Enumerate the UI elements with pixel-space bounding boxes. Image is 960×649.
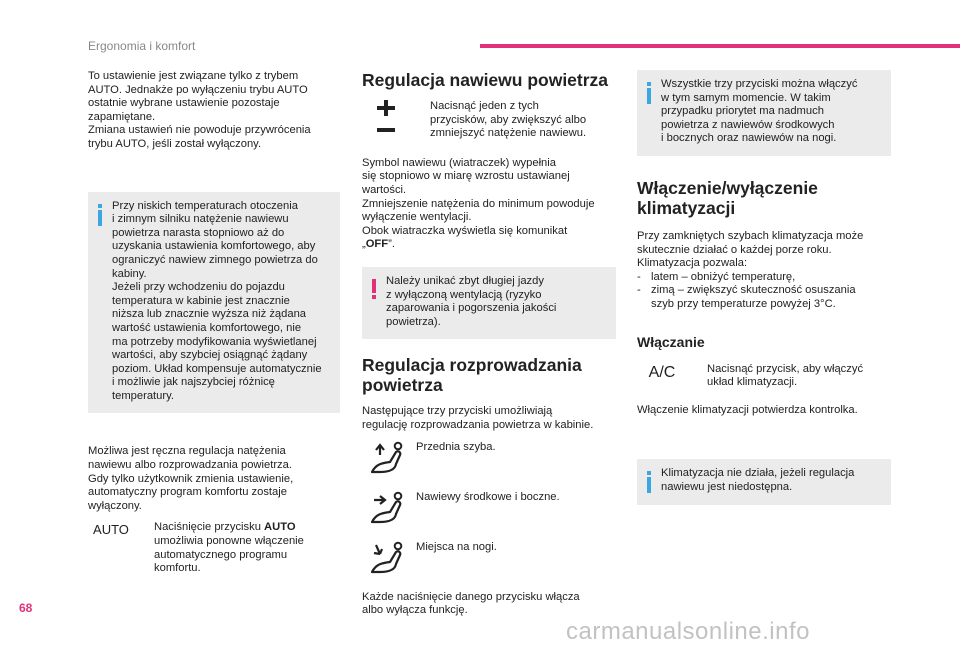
footwell-label: Miejsca na nogi.	[416, 540, 497, 553]
info-box-ac-unavailable	[637, 459, 891, 504]
info-box-three-buttons	[637, 70, 891, 156]
header-accent-bar	[480, 44, 960, 48]
info-text: Przy niskich temperaturach otoczenia i zimnym silniku natężenie nawiewu powietrza narasta stopniowo aż do uzyskania ustawienia komfortowego, aby ograniczyć nawiew zimnego powietrza do kabiny. Jeżeli przy wchodzeniu do pojazdu temperatura w kabinie jest znacznie niższa lub znacznie wyższa niż żądana wartość ustawienia komfortowego, nie ma potrzeby modyfikowania wyświetlanej wartości, aby szybciej osiągnąć żądany poziom. Układ kompensuje automatycznie i możliwie jak najszybciej różnicę temperatury.	[112, 199, 322, 402]
ac-item	[637, 363, 891, 390]
column-left	[88, 70, 340, 576]
windscreen-airflow-icon	[362, 441, 414, 475]
ac-confirm-text: Włączenie klimatyzacji potwierdza kontrolka.	[637, 403, 858, 416]
ac-item-text: Nacisnąć przycisk, aby włączyć układ klimatyzacji.	[707, 362, 864, 389]
footwell-item	[362, 541, 616, 587]
ac-button-icon: A/C	[648, 363, 676, 381]
manual-paragraph: Możliwa jest ręczna regulacja natężenia nawiewu albo rozprowadzania powietrza. Gdy tylko użytkownik zmienia ustawienie, automatyczny program komfortu zostaje wyłączony.	[88, 445, 294, 512]
watermark: carmanualsonline.info	[566, 618, 810, 645]
info-icon	[98, 204, 102, 226]
footwell-airflow-icon	[362, 541, 414, 575]
list-item: - zimą – zwiększyć skuteczność osuszania szyb przy temperaturze powyżej 3°C.	[637, 284, 856, 310]
distribution-outro: Każde naciśnięcie danego przycisku włącza albo wyłącza funkcję.	[362, 590, 580, 617]
distribution-intro: Następujące trzy przyciski umożliwiają regulację rozprowadzania powietrza w kabinie.	[362, 405, 594, 431]
auto-item	[88, 521, 340, 575]
plus-minus-item	[362, 100, 616, 141]
heading-ac: Włączenie/wyłączenie klimatyzacji	[637, 177, 818, 218]
heading-switch-on: Włączanie	[637, 333, 705, 350]
info-text: Wszystkie trzy przyciski można włączyć w tym samym momencie. W takim przypadku priorytet ma nadmuch powietrza z nawiewów środkowych i bocznych oraz nawiewów na nogi.	[661, 78, 858, 145]
ac-intro: Przy zamkniętych szybach klimatyzacja może skutecznie działać o każdej porze roku. Klimatyzacja pozwala:	[637, 229, 864, 270]
center-side-vents-item	[362, 491, 616, 537]
page-number: 68	[19, 601, 33, 615]
fan-paragraph: Symbol nawiewu (wiatraczek) wypełnia się stopniowo w miarę wzrostu ustawianej wartości. Zmniejszenie natężenia do minimum powoduje wyłączenie wentylacji. Obok wiatraczka wyświetla się komunikat „OFF”.	[362, 156, 595, 251]
info-box-low-temp	[88, 192, 340, 414]
center-side-vents-label: Nawiewy środkowe i boczne.	[416, 490, 560, 503]
list-item: - latem – obniżyć temperaturę,	[637, 270, 796, 283]
windscreen-item	[362, 441, 616, 487]
column-middle	[362, 70, 616, 618]
auto-button-icon: AUTO	[93, 522, 129, 538]
windscreen-label: Przednia szyba.	[416, 440, 496, 453]
plus-minus-icon	[362, 100, 410, 136]
heading-airflow: Regulacja nawiewu powietrza	[362, 70, 609, 90]
info-icon	[647, 82, 651, 104]
info-text: Klimatyzacja nie działa, jeżeli regulacja nawiewu jest niedostępna.	[661, 467, 855, 493]
warning-text: Należy unikać zbyt długiej jazdy z wyłączoną wentylacją (ryzyko zaparowania i pogorszenia jakości powietrza).	[386, 274, 557, 328]
intro-paragraph: To ustawienie jest związane tylko z trybem AUTO. Jednakże po wyłączeniu trybu AUTO ostatnie wybrane ustawienie pozostaje zapamiętane. Zmiana ustawień nie powoduje przywrócenia trybu AUTO, jeśli został wyłączony.	[88, 70, 311, 150]
section-title: Ergonomia i komfort	[88, 39, 196, 53]
info-icon	[647, 471, 651, 493]
center-vents-airflow-icon	[362, 491, 414, 525]
auto-item-text: Naciśnięcie przycisku AUTO umożliwia ponowne włączenie automatycznego programu komfortu.	[154, 521, 304, 575]
heading-distribution: Regulacja rozprowadzania powietrza	[362, 355, 582, 396]
warning-icon	[372, 279, 376, 299]
ac-benefits-list	[637, 271, 891, 312]
column-right	[637, 70, 891, 505]
plus-minus-text: Nacisnąć jeden z tych przycisków, aby zwiększyć albo zmniejszyć natężenie nawiewu.	[430, 100, 587, 140]
warning-box	[362, 267, 616, 339]
